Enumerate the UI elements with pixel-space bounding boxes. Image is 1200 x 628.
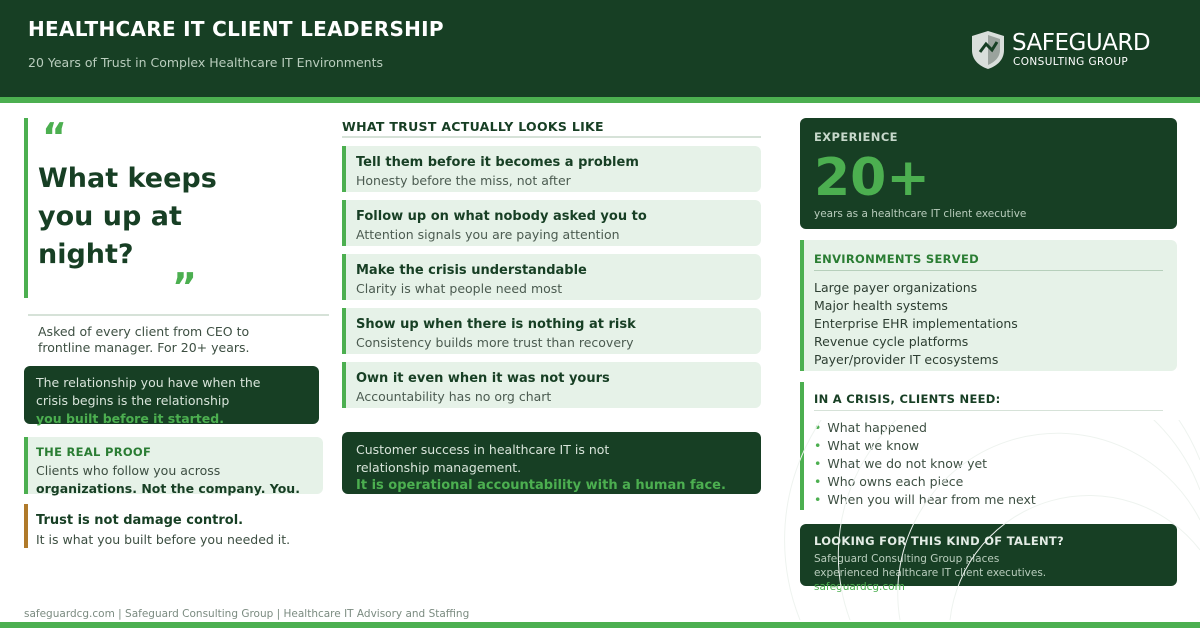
trust-item-title: Show up when there is nothing at risk [356, 317, 636, 332]
damage-control-subtext: It is what you built before you needed it. [36, 532, 291, 547]
list-item-text: What happened [827, 420, 927, 435]
bullet-icon: • [814, 492, 822, 507]
experience-card [800, 118, 1177, 229]
customer-success-emphasis: It is operational accountability with a human face. [356, 478, 726, 493]
open-quote-mark: “ [42, 115, 67, 159]
customer-success-line-1: Customer success in healthcare IT is not [356, 442, 610, 457]
divider [28, 314, 329, 316]
quote-block [24, 115, 333, 309]
trust-item [342, 200, 761, 246]
trust-item-title: Follow up on what nobody asked you to [356, 209, 647, 224]
divider [342, 136, 761, 138]
trust-item-title: Own it even when it was not yours [356, 371, 610, 386]
bullet-icon: • [814, 438, 822, 453]
trust-item-subtitle: Accountability has no org chart [356, 389, 552, 404]
close-quote-mark: ” [172, 265, 197, 309]
list-item: Major health systems [814, 298, 948, 313]
trust-section-heading: WHAT TRUST ACTUALLY LOOKS LIKE [342, 119, 604, 134]
damage-control-card [24, 504, 323, 548]
bullet-icon: • [814, 420, 822, 435]
trust-item-title: Tell them before it becomes a problem [356, 155, 639, 170]
environments-heading: ENVIRONMENTS SERVED [814, 252, 979, 266]
relationship-card [24, 366, 319, 424]
bullet-icon: • [814, 474, 822, 489]
real-proof-emphasis: organizations. Not the company. You. [36, 481, 300, 496]
customer-success-card [342, 432, 761, 494]
list-item: Enterprise EHR implementations [814, 316, 1018, 331]
decorative-arcs [760, 420, 1200, 620]
header-banner [0, 0, 1200, 97]
crisis-heading: IN A CRISIS, CLIENTS NEED: [814, 392, 1001, 406]
trust-item [342, 254, 761, 300]
company-logo[interactable] [968, 28, 1178, 72]
talent-line-2: experienced healthcare IT client executives. [814, 567, 1047, 579]
list-item: Revenue cycle platforms [814, 334, 969, 349]
relationship-line-2: crisis begins is the relationship [36, 393, 230, 408]
trust-item [342, 362, 761, 408]
trust-item-title: Make the crisis understandable [356, 263, 587, 278]
list-item-text: What we know [827, 438, 920, 453]
talent-line-1: Safeguard Consulting Group places [814, 553, 1000, 565]
trust-item-subtitle: Honesty before the miss, not after [356, 173, 571, 188]
list-item: Payer/provider IT ecosystems [814, 352, 999, 367]
page-subtitle: 20 Years of Trust in Complex Healthcare IT Environments [28, 55, 383, 70]
real-proof-heading: THE REAL PROOF [36, 445, 152, 459]
real-proof-line: Clients who follow you across [36, 463, 221, 478]
experience-value: 20+ [814, 148, 930, 208]
shield-icon [970, 30, 1006, 70]
divider [814, 410, 1163, 411]
quote-caption: Asked of every client from CEO to frontline manager. For 20+ years. [38, 324, 250, 355]
experience-caption: years as a healthcare IT client executive [814, 208, 1027, 220]
page-title: HEALTHCARE IT CLIENT LEADERSHIP [28, 17, 444, 41]
relationship-line-1: The relationship you have when the [36, 375, 261, 390]
damage-control-heading: Trust is not damage control. [36, 513, 244, 528]
logo-subtitle: CONSULTING GROUP [1013, 56, 1129, 68]
real-proof-card [24, 437, 323, 494]
experience-heading: EXPERIENCE [814, 130, 898, 144]
list-item-text: When you will hear from me next [827, 492, 1036, 507]
quote-text: What keeps you up at night? [38, 163, 217, 270]
bullet-icon: • [814, 456, 822, 471]
list-item-text: What we do not know yet [827, 456, 988, 471]
trust-item [342, 308, 761, 354]
customer-success-line-2: relationship management. [356, 460, 522, 475]
trust-item-subtitle: Consistency builds more trust than recovery [356, 335, 634, 350]
talent-heading: LOOKING FOR THIS KIND OF TALENT? [814, 534, 1065, 548]
environments-list [814, 279, 1018, 369]
trust-item-subtitle: Clarity is what people need most [356, 281, 563, 296]
environments-card [800, 240, 1177, 371]
footer-text: safeguardcg.com | Safeguard Consulting Group | Healthcare IT Advisory and Staffing [24, 608, 470, 620]
logo-name: SAFEGUARD [1012, 30, 1151, 56]
footer-accent-bar [0, 622, 1200, 628]
trust-item [342, 146, 761, 192]
list-item: Large payer organizations [814, 280, 978, 295]
trust-item-subtitle: Attention signals you are paying attention [356, 227, 620, 242]
divider [814, 270, 1163, 271]
list-item-text: Who owns each piece [827, 474, 964, 489]
header-accent-stripe [0, 97, 1200, 103]
relationship-text [36, 374, 296, 428]
relationship-emphasis: you built before it started. [36, 411, 224, 426]
talent-link[interactable]: safeguardcg.com [814, 581, 905, 593]
